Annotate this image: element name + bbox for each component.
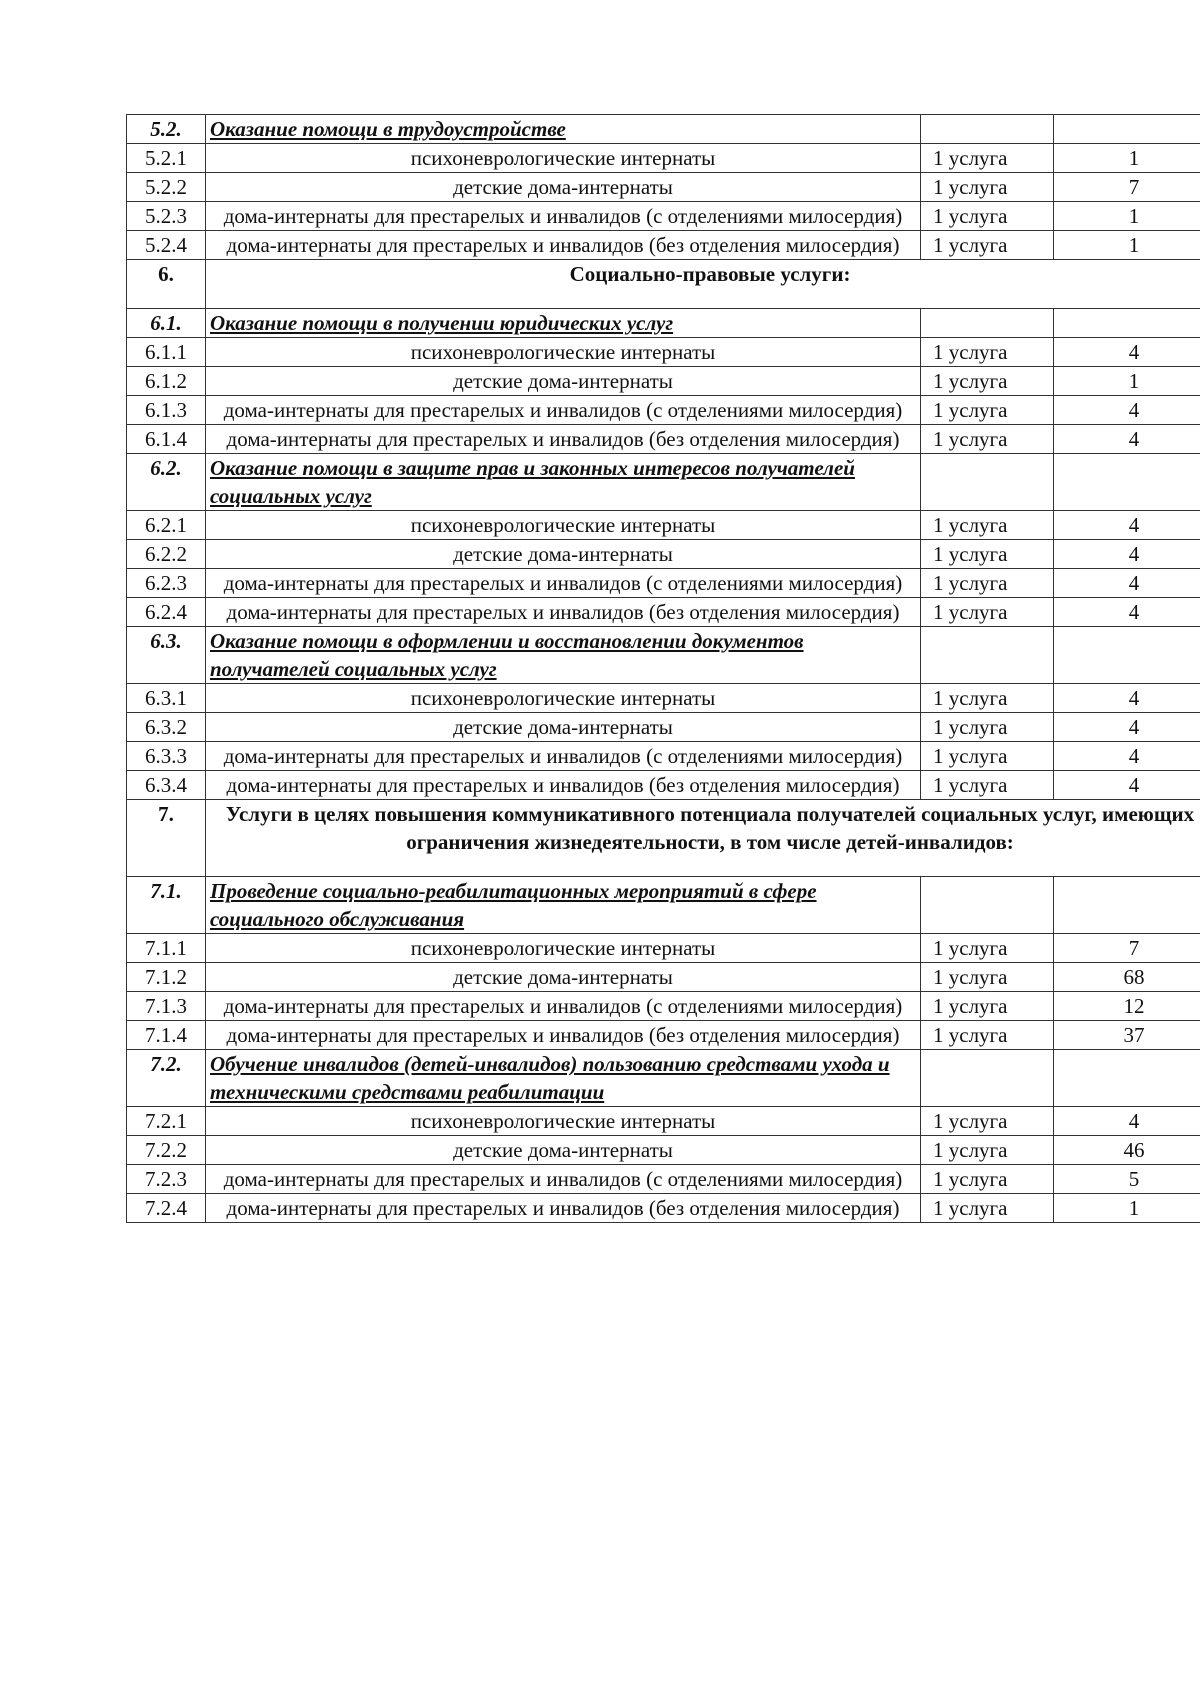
institution-type: детские дома-интернаты: [206, 1136, 921, 1165]
section-number: 7.: [127, 800, 206, 877]
unit-of-measure: 1 услуга: [921, 569, 1054, 598]
item-number: 6.2.3: [127, 569, 206, 598]
table-row: [127, 742, 1200, 771]
institution-type: психоневрологические интернаты: [206, 1107, 921, 1136]
item-number: 7.2.2: [127, 1136, 206, 1165]
table-row: [127, 713, 1200, 742]
subsection-row: [127, 627, 1200, 684]
item-number: 7.1.1: [127, 934, 206, 963]
service-count: 4: [1054, 425, 1200, 454]
table-row: [127, 144, 1200, 173]
table-row: [127, 992, 1200, 1021]
subsection-title: Проведение социально-реабилитационных мероприятий в сфере социального обслуживания: [206, 877, 921, 934]
service-count: 1: [1054, 231, 1200, 260]
table-row: [127, 1107, 1200, 1136]
unit-of-measure: 1 услуга: [921, 963, 1054, 992]
service-count: 4: [1054, 540, 1200, 569]
service-count: 12: [1054, 992, 1200, 1021]
table-row: [127, 425, 1200, 454]
value-cell-empty: [1054, 627, 1200, 684]
unit-of-measure: 1 услуга: [921, 425, 1054, 454]
unit-of-measure: 1 услуга: [921, 771, 1054, 800]
service-count: 37: [1054, 1021, 1200, 1050]
table-row: [127, 231, 1200, 260]
item-number: 6.3.2: [127, 713, 206, 742]
table-row: [127, 569, 1200, 598]
value-cell-empty: [1054, 877, 1200, 934]
service-count: 4: [1054, 569, 1200, 598]
service-count: 7: [1054, 173, 1200, 202]
subsection-row: [127, 454, 1200, 511]
section-title: Социально-правовые услуги:: [206, 260, 1200, 309]
institution-type: дома-интернаты для престарелых и инвалидов (с отделениями милосердия): [206, 202, 921, 231]
institution-type: дома-интернаты для престарелых и инвалидов (без отделения милосердия): [206, 1194, 921, 1223]
institution-type: детские дома-интернаты: [206, 367, 921, 396]
subsection-number: 6.2.: [127, 454, 206, 511]
subsection-row: [127, 1050, 1200, 1107]
unit-cell-empty: [921, 877, 1054, 934]
item-number: 7.1.3: [127, 992, 206, 1021]
table-row: [127, 963, 1200, 992]
subsection-title: Оказание помощи в получении юридических услуг: [206, 309, 921, 338]
institution-type: психоневрологические интернаты: [206, 934, 921, 963]
subsection-number: 6.1.: [127, 309, 206, 338]
unit-of-measure: 1 услуга: [921, 992, 1054, 1021]
item-number: 5.2.1: [127, 144, 206, 173]
institution-type: дома-интернаты для престарелых и инвалидов (без отделения милосердия): [206, 425, 921, 454]
item-number: 6.2.4: [127, 598, 206, 627]
service-count: 5: [1054, 1165, 1200, 1194]
unit-of-measure: 1 услуга: [921, 1194, 1054, 1223]
item-number: 6.2.1: [127, 511, 206, 540]
unit-of-measure: 1 услуга: [921, 934, 1054, 963]
item-number: 6.1.1: [127, 338, 206, 367]
institution-type: психоневрологические интернаты: [206, 511, 921, 540]
table-row: [127, 1136, 1200, 1165]
service-count: 4: [1054, 684, 1200, 713]
unit-cell-empty: [921, 454, 1054, 511]
table-row: [127, 396, 1200, 425]
service-count: 4: [1054, 713, 1200, 742]
unit-of-measure: 1 услуга: [921, 144, 1054, 173]
institution-type: психоневрологические интернаты: [206, 144, 921, 173]
institution-type: дома-интернаты для престарелых и инвалидов (без отделения милосердия): [206, 771, 921, 800]
subsection-row: [127, 115, 1200, 144]
section-title: Услуги в целях повышения коммуникативного потенциала получателей социальных услуг, имеющих ограничения жизнедеятельности, в том числе детей-инвалидов:: [206, 800, 1200, 877]
value-cell-empty: [1054, 115, 1200, 144]
service-count: 4: [1054, 742, 1200, 771]
unit-of-measure: 1 услуга: [921, 713, 1054, 742]
table-row: [127, 1165, 1200, 1194]
item-number: 6.1.2: [127, 367, 206, 396]
institution-type: дома-интернаты для престарелых и инвалидов (с отделениями милосердия): [206, 1165, 921, 1194]
section-row: [127, 260, 1200, 309]
unit-of-measure: 1 услуга: [921, 231, 1054, 260]
subsection-title: Оказание помощи в трудоустройстве: [206, 115, 921, 144]
institution-type: детские дома-интернаты: [206, 713, 921, 742]
institution-type: психоневрологические интернаты: [206, 684, 921, 713]
service-count: 1: [1054, 367, 1200, 396]
institution-type: дома-интернаты для престарелых и инвалидов (без отделения милосердия): [206, 598, 921, 627]
table-row: [127, 934, 1200, 963]
unit-cell-empty: [921, 115, 1054, 144]
value-cell-empty: [1054, 1050, 1200, 1107]
item-number: 6.3.1: [127, 684, 206, 713]
service-count: 4: [1054, 396, 1200, 425]
item-number: 7.2.1: [127, 1107, 206, 1136]
institution-type: детские дома-интернаты: [206, 540, 921, 569]
service-count: 1: [1054, 144, 1200, 173]
unit-of-measure: 1 услуга: [921, 1107, 1054, 1136]
value-cell-empty: [1054, 309, 1200, 338]
service-count: 1: [1054, 1194, 1200, 1223]
unit-cell-empty: [921, 1050, 1054, 1107]
unit-of-measure: 1 услуга: [921, 338, 1054, 367]
unit-of-measure: 1 услуга: [921, 1165, 1054, 1194]
item-number: 5.2.2: [127, 173, 206, 202]
service-count: 1: [1054, 202, 1200, 231]
subsection-title: Обучение инвалидов (детей-инвалидов) пользованию средствами ухода и техническими средствами реабилитации: [206, 1050, 921, 1107]
institution-type: дома-интернаты для престарелых и инвалидов (без отделения милосердия): [206, 231, 921, 260]
service-count: 4: [1054, 771, 1200, 800]
institution-type: дома-интернаты для престарелых и инвалидов (с отделениями милосердия): [206, 992, 921, 1021]
item-number: 6.3.3: [127, 742, 206, 771]
subsection-number: 6.3.: [127, 627, 206, 684]
service-count: 4: [1054, 1107, 1200, 1136]
service-count: 4: [1054, 511, 1200, 540]
unit-of-measure: 1 услуга: [921, 742, 1054, 771]
institution-type: психоневрологические интернаты: [206, 338, 921, 367]
unit-of-measure: 1 услуга: [921, 598, 1054, 627]
item-number: 7.1.2: [127, 963, 206, 992]
section-row: [127, 800, 1200, 877]
item-number: 5.2.4: [127, 231, 206, 260]
item-number: 7.2.4: [127, 1194, 206, 1223]
item-number: 5.2.3: [127, 202, 206, 231]
unit-of-measure: 1 услуга: [921, 202, 1054, 231]
institution-type: детские дома-интернаты: [206, 173, 921, 202]
subsection-number: 7.2.: [127, 1050, 206, 1107]
unit-of-measure: 1 услуга: [921, 1021, 1054, 1050]
unit-of-measure: 1 услуга: [921, 367, 1054, 396]
service-count: 68: [1054, 963, 1200, 992]
table-row: [127, 598, 1200, 627]
subsection-number: 5.2.: [127, 115, 206, 144]
table-row: [127, 1194, 1200, 1223]
table-row: [127, 173, 1200, 202]
unit-of-measure: 1 услуга: [921, 396, 1054, 425]
unit-of-measure: 1 услуга: [921, 540, 1054, 569]
table-row: [127, 338, 1200, 367]
item-number: 6.2.2: [127, 540, 206, 569]
unit-of-measure: 1 услуга: [921, 173, 1054, 202]
item-number: 6.1.3: [127, 396, 206, 425]
item-number: 6.1.4: [127, 425, 206, 454]
unit-of-measure: 1 услуга: [921, 684, 1054, 713]
services-table: [126, 114, 1200, 1223]
institution-type: детские дома-интернаты: [206, 963, 921, 992]
services-table-body: [127, 115, 1200, 1223]
institution-type: дома-интернаты для престарелых и инвалидов (с отделениями милосердия): [206, 742, 921, 771]
subsection-row: [127, 877, 1200, 934]
service-count: 4: [1054, 598, 1200, 627]
unit-of-measure: 1 услуга: [921, 511, 1054, 540]
institution-type: дома-интернаты для престарелых и инвалидов (с отделениями милосердия): [206, 569, 921, 598]
institution-type: дома-интернаты для престарелых и инвалидов (с отделениями милосердия): [206, 396, 921, 425]
unit-of-measure: 1 услуга: [921, 1136, 1054, 1165]
subsection-number: 7.1.: [127, 877, 206, 934]
item-number: 6.3.4: [127, 771, 206, 800]
table-row: [127, 540, 1200, 569]
section-number: 6.: [127, 260, 206, 309]
service-count: 4: [1054, 338, 1200, 367]
unit-cell-empty: [921, 309, 1054, 338]
subsection-row: [127, 309, 1200, 338]
item-number: 7.2.3: [127, 1165, 206, 1194]
table-row: [127, 202, 1200, 231]
table-row: [127, 511, 1200, 540]
table-row: [127, 684, 1200, 713]
service-count: 7: [1054, 934, 1200, 963]
subsection-title: Оказание помощи в защите прав и законных интересов получателей социальных услуг: [206, 454, 921, 511]
value-cell-empty: [1054, 454, 1200, 511]
item-number: 7.1.4: [127, 1021, 206, 1050]
table-row: [127, 367, 1200, 396]
unit-cell-empty: [921, 627, 1054, 684]
institution-type: дома-интернаты для престарелых и инвалидов (без отделения милосердия): [206, 1021, 921, 1050]
table-row: [127, 771, 1200, 800]
service-count: 46: [1054, 1136, 1200, 1165]
subsection-title: Оказание помощи в оформлении и восстановлении документов получателей социальных услуг: [206, 627, 921, 684]
table-row: [127, 1021, 1200, 1050]
